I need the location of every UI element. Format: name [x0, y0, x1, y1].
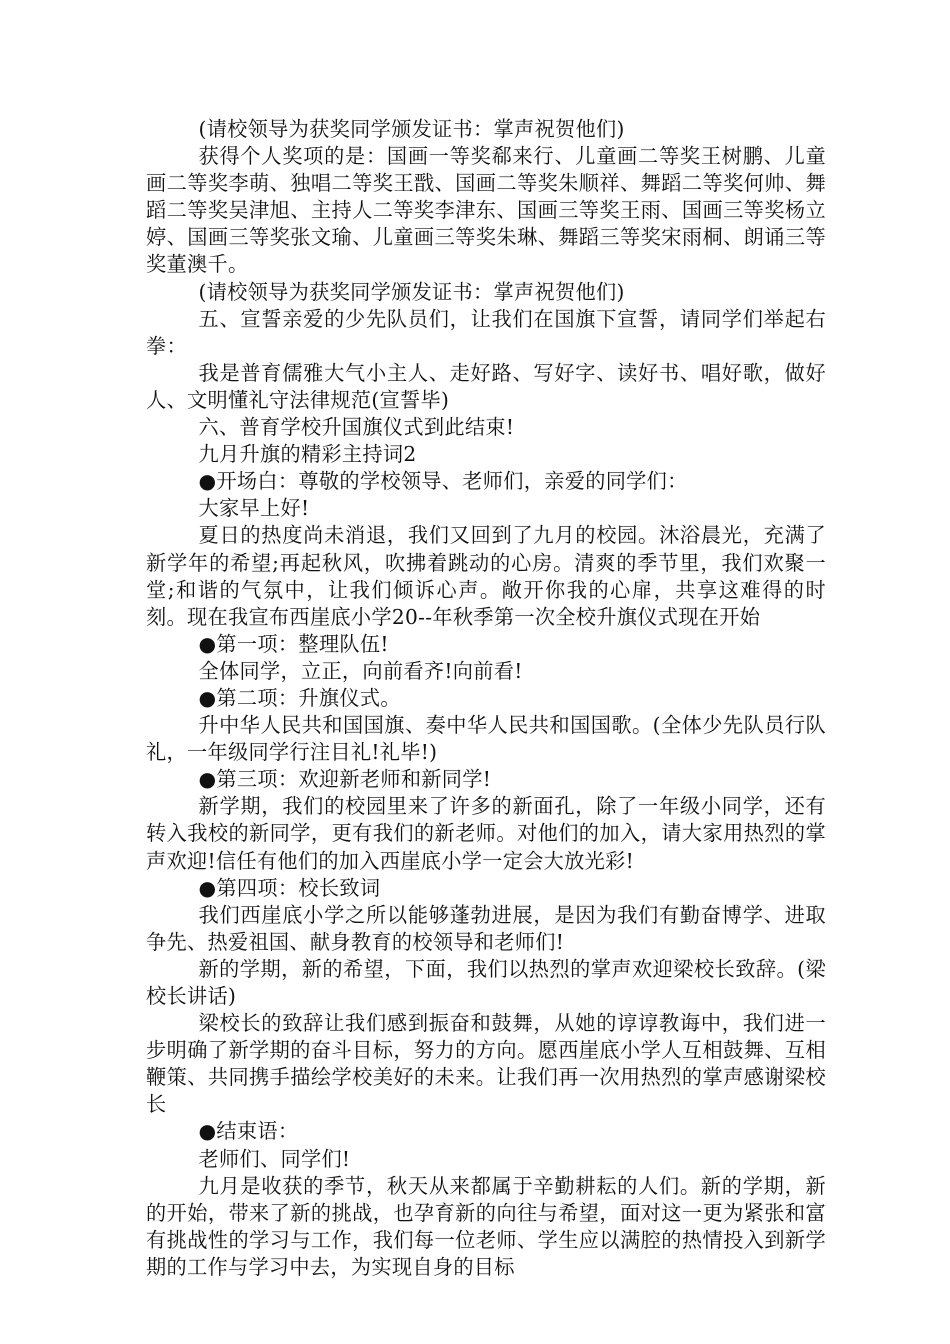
- paragraph-closing-heading: ●结束语：: [198, 1119, 299, 1144]
- paragraph-principal-thanks: 梁校长的致辞让我们感到振奋和鼓舞，从她的谆谆教诲中，我们进一步明确了新学期的奋斗目标，努力的方向。愿西崖底小学人互相鼓舞、互相鞭策、共同携手描绘学校美好的未来。让我们再一次用热烈的掌声感谢梁校长: [146, 1011, 826, 1117]
- paragraph-item-4: ●第四项：校长致词: [198, 875, 381, 900]
- paragraph-oath-intro: 五、宣誓亲爱的少先队员们，让我们在国旗下宣誓，请同学们举起右拳：: [146, 306, 826, 358]
- paragraph-item-3-text: 新学期，我们的校园里来了许多的新面孔，除了一年级小同学，还有转入我校的新同学，更有我们的新老师。对他们的加入，请大家用热烈的掌声欢迎!信任有他们的加入西崖底小学一定会大放光彩!: [146, 794, 826, 873]
- paragraph-item-2-text: 升中华人民共和国国旗、奏中华人民共和国国歌。(全体少先队员行队礼，一年级同学行注目礼!礼毕!): [146, 713, 826, 765]
- paragraph-summer: 夏日的热度尚未消退，我们又回到了九月的校园。沐浴晨光，充满了新学年的希望;再起秋风，吹拂着跳动的心房。清爽的季节里，我们欢聚一堂;和谐的气氛中，让我们倾诉心声。敞开你我的心扉，共享这难得的时刻。现在我宣布西崖底小学20--年秋季第一次全校升旗仪式现在开始: [146, 523, 826, 629]
- section-heading: 九月升旗的精彩主持词2: [198, 442, 417, 467]
- paragraph-opening: ●开场白：尊敬的学校领导、老师们，亲爱的同学们：: [198, 469, 688, 494]
- paragraph-closing-text: 九月是收获的季节，秋天从来都属于辛勤耕耘的人们。新的学期，新的开始，带来了新的挑战，也孕育新的向往与希望，面对这一更为紧张和富有挑战性的学习与工作，我们每一位老师、学生应以满腔的热情投入到新学期的工作与学习中去，为实现自身的目标: [146, 1173, 826, 1279]
- paragraph-ceremony-end: 六、普育学校升国旗仪式到此结束!: [198, 415, 515, 440]
- paragraph-item-2: ●第二项：升旗仪式。: [198, 685, 401, 710]
- paragraph-item-1-text: 全体同学，立正，向前看齐!向前看!: [198, 658, 523, 683]
- paragraph-closing-greeting: 老师们、同学们!: [198, 1146, 351, 1171]
- paragraph-award-note-1: (请校领导为获奖同学颁发证书：掌声祝贺他们): [198, 117, 625, 141]
- paragraph-principal-intro: 新的学期，新的希望，下面，我们以热烈的掌声欢迎梁校长致辞。(梁校长讲话): [146, 956, 826, 1008]
- paragraph-item-1: ●第一项：整理队伍!: [198, 631, 389, 656]
- paragraph-item-3: ●第三项：欢迎新老师和新同学!: [198, 767, 492, 792]
- paragraph-individual-awards: 获得个人奖项的是：国画一等奖郗来行、儿童画二等奖王树鹏、儿童画二等奖李萌、独唱二等奖王戬、国画二等奖朱顺祥、舞蹈二等奖何帅、舞蹈二等奖吴津旭、主持人二等奖李津东、国画三等奖王雨、国画三等奖杨立婷、国画三等奖张文瑜、儿童画三等奖朱琳、舞蹈三等奖宋雨桐、朗诵三等奖董澳千。: [146, 144, 826, 277]
- paragraph-oath-text: 我是普育儒雅大气小主人、走好路、写好字、读好书、唱好歌，做好人、文明懂礼守法律规范(宣誓毕): [146, 360, 826, 412]
- document-body: [146, 116, 826, 1281]
- paragraph-item-4-text: 我们西崖底小学之所以能够蓬勃进展，是因为我们有勤奋博学、进取争先、热爱祖国、献身教育的校领导和老师们!: [146, 902, 826, 954]
- paragraph-greeting: 大家早上好!: [198, 496, 310, 521]
- paragraph-award-note-2: (请校领导为获奖同学颁发证书：掌声祝贺他们): [198, 279, 625, 304]
